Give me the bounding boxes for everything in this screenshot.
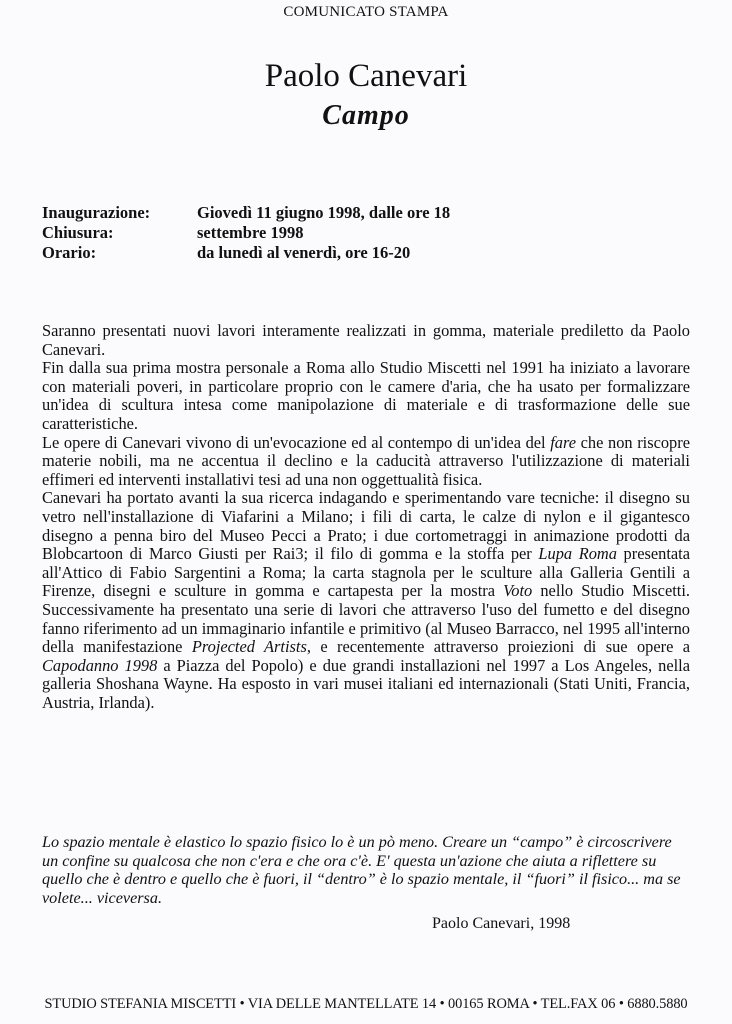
info-value: Giovedì 11 giugno 1998, dalle ore 18 (197, 203, 451, 222)
text-run: Le opere di Canevari vivono di un'evocazione ed al contempo di un'idea del (42, 432, 551, 452)
info-label: Chiusura: (42, 223, 114, 242)
artist-name: Paolo Canevari (264, 58, 468, 94)
header-label: COMUNICATO STAMPA (283, 4, 449, 20)
event-title: Capodanno 1998 (42, 655, 158, 675)
info-row-closing (42, 223, 702, 243)
footer-address: STUDIO STEFANIA MISCETTI • VIA DELLE MANTELLATE 14 • 00165 ROMA • TEL.FAX 06 • 6880.5880 (44, 996, 688, 1012)
info-value: da lunedì al venerdì, ore 16-20 (197, 243, 411, 262)
info-label: Orario: (42, 243, 97, 262)
work-title: Voto (503, 581, 533, 601)
text-run: a Piazza del Popolo) e due grandi installazioni nel 1997 a Los Angeles, nella galleria Shoshana Wayne. Ha esposto in vari musei italiani ed internazionali (Stati Uniti, Francia, Austria, Irlanda). (42, 655, 690, 712)
event-title: Projected Artists (191, 637, 307, 657)
body-text (42, 322, 690, 712)
italic-term: fare (550, 432, 577, 452)
info-label: Inaugurazione: (42, 203, 151, 222)
text-run: presentata all'Attico di Fabio Sargentini a Roma; la carta stagnola per le sculture alla Galleria Gentili a Firenze, disegni e sculture in gomma e cartapesta per la mostra (42, 544, 690, 601)
text-run: che non riscopre materie nobili, ma ne accentua il declino e la caducità attraverso l'utilizzazione di materiali effimeri ed interventi installativi tesi ad una non oggettualità fisica. (42, 432, 690, 489)
paragraph-1: Saranno presentati nuovi lavori interamente realizzati in gomma, materiale prediletto da Paolo Canevari. (42, 321, 690, 359)
work-title: Lupa Roma (538, 544, 617, 564)
paragraph-4 (42, 489, 690, 712)
text-run: nello Studio Miscetti. Successivamente ha presentato una serie di lavori che attraverso l'uso del fumetto e del disegno fanno riferimento ad un immaginario infantile e primitivo (al Museo Barracco, nel 1995 all'interno della manifestazione (42, 581, 690, 657)
paragraph-3 (42, 434, 690, 490)
paragraph-2: Fin dalla sua prima mostra personale a Roma allo Studio Miscetti nel 1991 ha iniziato a lavorare con materiali poveri, in particolare proprio con le camere d'aria, che ha usato per formalizzare un'idea di scultura intesa come manipolazione di materiale e di trasformazione delle sue caratteristiche. (42, 358, 690, 433)
text-run: Canevari ha portato avanti la sua ricerca indagando e sperimentando vare tecniche: il disegno su vetro nell'installazione di Viafarini a Milano; i fili di carta, le calze di nylon e il gigantesco disegno a penna biro del Museo Pecci a Prato; i due cortometraggi in animazione prodotti da Blobcartoon di Marco Giusti per Rai3; il filo di gomma e la stoffa per (42, 488, 690, 564)
exhibition-title: Campo (322, 100, 410, 131)
quote-text: Lo spazio mentale è elastico lo spazio fisico lo è un pò meno. Creare un “campo” è circoscrivere un confine su qualcosa che non c'era e che ora c'è. E' questa un'azione che aiuta a riflettere su quello che è dentro e quello che è fuori, il “dentro” è lo spazio mentale, il “fuori” il fisico... ma se volete... viceversa. (42, 833, 681, 907)
info-row-opening (42, 203, 702, 223)
quote-author: Paolo Canevari, 1998 (432, 915, 571, 932)
exhibition-info (42, 203, 702, 263)
info-value: settembre 1998 (197, 223, 304, 242)
text-run: , e recentemente attraverso proiezioni di sue opere a (306, 637, 691, 657)
info-row-hours (42, 243, 702, 263)
artist-quote (42, 833, 690, 907)
